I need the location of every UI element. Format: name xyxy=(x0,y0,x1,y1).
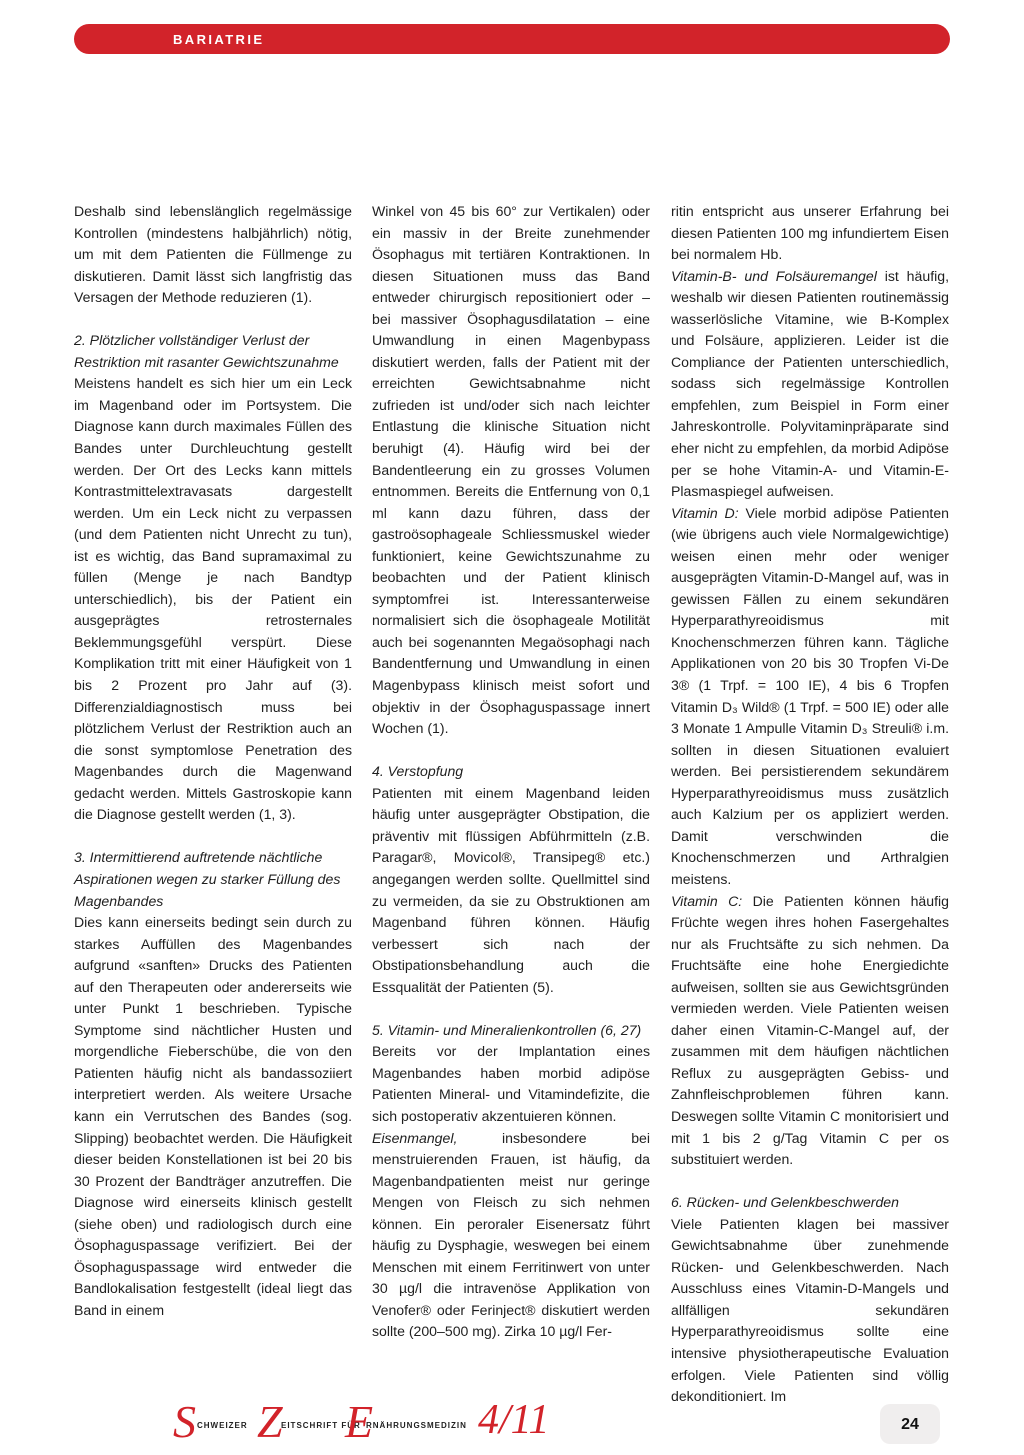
paragraph-text: Die Patienten können häufig Früchte wegen ihres hohen Fasergehaltes nur als Fruchtsäfte zu sich nehmen. Da Fruchtsäfte eine hohe Energiedichte aufweisen, sollten sie aus Gewichtsgründen vermieden werden. Viele Patienten weisen daher einen Vitamin-C-Mangel auf, der zusammen mit dem häufigen nächtlichen Reflux zu ausgeprägten Gebiss- und Zahnfleischproblemen führen kann. Deswegen sollte Vitamin C monitorisiert und mit 1 bis 2 g/Tag Vitamin C per os substituiert werden. xyxy=(671,892,949,1168)
logo-word-schweizer: CHWEIZER xyxy=(197,1421,248,1430)
section-heading: 6. Rücken- und Gelenkbeschwerden xyxy=(671,1194,899,1211)
paragraph-text: Viele morbid adipöse Patienten (wie übrigens auch viele Normalgewichtige) weisen einen mehr oder weniger ausgeprägten Vitamin-D-Mangel auf, was in gewissen Fällen zu einem sekundären Hyperparathyreoidismus mit Knochenschmerzen führen kann. Tägliche Applikationen von 20 bis 30 Tropfen Vi-De 3® (1 Trpf. = 100 IE), 4 bis 6 Tropfen Vitamin D₃ Wild® (1 Trpf. = 500 IE) oder alle 3 Monate 1 Ampulle Vitamin D₃ Streuli® i.m. sollten in diesen Situationen evaluiert werden. Bei persistierendem sekundärem Hyperparathyreoidismus muss zusätzlich auch Kalzium per os appliziert werden. Damit verschwinden die Knochenschmerzen und Arthralgien meistens. xyxy=(671,504,949,887)
section-heading: 3. Intermittierend auftretende nächtliche Aspirationen wegen zu starker Füllung des Magenbandes xyxy=(74,849,341,909)
article-column-2 xyxy=(372,201,650,1343)
body-paragraph: Patienten mit einem Magenband leiden häufig unter ausgeprägter Obstipation, die präventiv mit flüssigen Abführmitteln (z.B. Paragar®, Movicol®, Transipeg® etc.) angegangen werden sollte. Quellmittel sind zu vermeiden, da sie zu Obstruktionen am Magenband führen können. Häufig verbessert sich nach der Obstipationsbehandlung auch die Essqualität der Patienten (5). xyxy=(372,784,650,995)
body-paragraph: Viele Patienten klagen bei massiver Gewichtsabnahme über zunehmende Rücken- und Gelenkbeschwerden. Nach Ausschluss eines Vitamin-D-Mangels und allfälligen sekundären Hyperparathyreoidismus sollte eine intensive physiotherapeutische Evaluation erfolgen. Viele Patienten sind völlig dekonditioniert. Im xyxy=(671,1215,949,1405)
paragraph-text: insbesondere bei menstruierenden Frauen, ist häufig, da Magenbandpatienten meist nur geringe Mengen von Fleisch zu sich nehmen können. Ein peroraler Eisenersatz führt häufig zu Dysphagie, weswegen bei einem Menschen mit einem Ferritinwert von unter 30 µg/l die intravenöse Applikation von Venofer® oder Ferinject® diskutiert werden sollte (200–500 mg). Zirka 10 µg/l Fer- xyxy=(372,1129,650,1340)
body-paragraph xyxy=(372,1128,650,1343)
paragraph-lead-term: Eisenmangel, xyxy=(372,1129,458,1146)
body-paragraph: Bereits vor der Implantation eines Magenbandes haben morbid adipöse Patienten Mineral- und Vitamindefizite, die sich postoperativ akzentuieren können. xyxy=(372,1043,650,1124)
section-label: BARIATRIE xyxy=(173,32,265,47)
page-number-badge xyxy=(880,1404,940,1444)
section-heading: 4. Verstopfung xyxy=(372,763,464,780)
journal-logo xyxy=(173,1395,613,1455)
logo-letter-s: S xyxy=(173,1396,196,1447)
logo-letter-e: E xyxy=(345,1396,374,1447)
article-column-1 xyxy=(74,201,352,1321)
issue-number: 4/11 xyxy=(478,1397,550,1443)
logo-word-ernaehrungsmedizin: RNÄHRUNGSMEDIZIN xyxy=(366,1421,467,1430)
body-paragraph: Dies kann einerseits bedingt sein durch zu starkes Auffüllen des Magenbandes aufgrund «sanften» Drucks des Patienten auf den Therapeuten oder andererseits wie unter Punkt 1 beschrieben. Typische Symptome sind nächtlicher Husten und morgendliche Fieberschübe, die von den Patienten häufig nicht als bandassoziiert interpretiert werden. Als weitere Ursache kann ein Verrutschen des Bandes (sog. Slipping) beobachtet werden. Die Häufigkeit dieser beiden Konstellationen ist bei 20 bis 30 Prozent der Bandträger anzutreffen. Die Diagnose wird einerseits klinisch gestellt (siehe oben) und radiologisch durch eine Ösophaguspassage verifiziert. Bei der Ösophaguspassage wird entweder die Bandlokalisation festgestellt (ideal liegt das Band in einem xyxy=(74,914,352,1318)
section-header-bar xyxy=(74,24,950,54)
body-paragraph xyxy=(671,503,949,891)
body-paragraph xyxy=(671,891,949,1171)
paragraph-lead-term: Vitamin-B- und Folsäuremangel xyxy=(671,267,877,284)
paragraph-text: ist häufig, weshalb wir diesen Patienten routinemässig wasserlösliche Vitamine, wie B-Komplex und Folsäure, applizieren. Leider ist die Compliance der Patienten unterschiedlich, sodass sich regelmässige Kontrollen empfehlen, zum Beispiel in Form einer Jahreskontrolle. Polyvitaminpräparate sind eher nicht zu empfehlen, da morbid Adipöse per se hohe Vitamin-A- und Vitamin-E-Plasmaspiegel aufweisen. xyxy=(671,267,949,500)
paragraph-lead-term: Vitamin C: xyxy=(671,892,743,909)
page-number: 24 xyxy=(901,1416,919,1433)
article-column-3 xyxy=(671,201,949,1408)
logo-letter-z: Z xyxy=(257,1396,283,1447)
body-paragraph xyxy=(671,266,949,503)
logo-word-zeitschrift: EITSCHRIFT FÜR xyxy=(281,1421,361,1430)
section-heading: 2. Plötzlicher vollständiger Verlust der Restriktion mit rasanter Gewichtszunahme xyxy=(74,332,339,370)
section-heading: 5. Vitamin- und Mineralienkontrollen (6, 27) xyxy=(372,1021,642,1038)
body-paragraph: ritin entspricht aus unserer Erfahrung bei diesen Patienten 100 mg infundiertem Eisen bei normalem Hb. xyxy=(671,203,949,263)
body-paragraph: Deshalb sind lebenslänglich regelmässige Kontrollen (mindestens halbjährlich) nötig, um mit dem Patienten die Füllmenge zu diskutieren. Damit lässt sich langfristig das Versagen der Methode reduzieren (1). xyxy=(74,203,352,306)
body-paragraph: Meistens handelt es sich hier um ein Leck im Magenband oder im Portsystem. Die Diagnose kann durch maximales Füllen des Bandes unter Durchleuchtung gestellt werden. Der Ort des Lecks kann mittels Kontrastmittelextravasats dargestellt werden. Um ein Leck nicht zu verpassen (und dem Patienten nicht Unrecht zu tun), ist es wichtig, das Band supramaximal zu füllen (Menge je nach Bandtyp unterschiedlich), bis der Patient ein ausgeprägtes retrosternales Beklemmungsgefühl verspürt. Diese Komplikation tritt mit einer Häufigkeit von 1 bis 2 Prozent pro Jahr auf (3). Differenzialdiagnostisch muss bei plötzlichem Verlust der Restriktion auch an die sonst symptomlose Penetration des Magenbandes durch die Magenwand gedacht werden. Mittels Gastroskopie kann die Diagnose gestellt werden (1, 3). xyxy=(74,375,352,823)
body-paragraph: Winkel von 45 bis 60° zur Vertikalen) oder ein massiv in der Breite zunehmender Ösophagus mit tertiären Kontraktionen. In diesen Situationen muss das Band entweder chirurgisch repositioniert oder – bei massiver Ösophagusdilatation – eine Umwandlung in einen Magenbypass diskutiert werden, falls der Patient mit der erreichten Gewichtsabnahme nicht zufrieden ist und/oder sich nach leichter Entlastung die klinische Situation nicht beruhigt (4). Häufig wird bei der Bandentleerung ein zu grosses Volumen entnommen. Bereits die Entfernung von 0,1 ml kann dazu führen, dass der gastroösophageale Schliessmuskel wieder funktioniert, keine Gewichtszunahme zu beobachten und der Patient klinisch symptomfrei ist. Interessanterweise normalisiert sich die ösophageale Motilität auch bei sogenannten Megaösophagi nach Bandentfernung und Umwandlung in einen Magenbypass klinisch meist sofort und objektiv in der Ösophaguspassage innert Wochen (1). xyxy=(372,203,650,737)
paragraph-lead-term: Vitamin D: xyxy=(671,504,739,521)
